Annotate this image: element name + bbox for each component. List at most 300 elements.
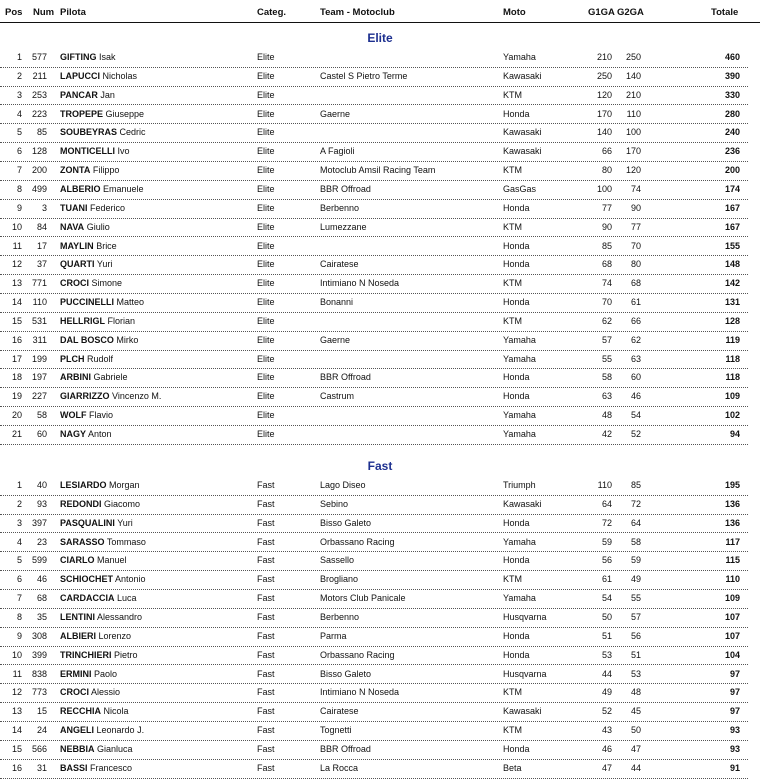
team-cell: Motoclub Amsil Racing Team [320, 165, 436, 176]
num-cell: 253 [31, 89, 47, 100]
moto-cell: Honda [503, 259, 530, 270]
totale-cell: 93 [729, 743, 740, 754]
rider-name-cell [60, 335, 138, 345]
g1ga-cell: 120 [596, 89, 612, 100]
rider-first-name: Mirko [116, 334, 139, 345]
rider-name-cell [60, 574, 146, 584]
totale-cell: 142 [724, 278, 740, 289]
moto-cell: Honda [503, 297, 530, 308]
rider-last-name: REDONDI [60, 498, 102, 509]
rider-first-name: Manuel [97, 555, 127, 566]
g2ga-cell: 46 [630, 391, 641, 402]
team-cell: Tognetti [320, 725, 352, 736]
rider-first-name: Anton [88, 429, 112, 439]
rider-name-cell [60, 297, 144, 307]
category-cell: Elite [257, 278, 275, 289]
rider-first-name: Isak [99, 52, 116, 62]
rider-last-name: MONTICELLI [60, 146, 115, 157]
totale-cell: 236 [724, 146, 740, 157]
g2ga-cell: 66 [630, 315, 641, 326]
num-cell: 227 [31, 391, 47, 402]
g2ga-cell: 47 [630, 743, 641, 754]
rider-name-cell [60, 612, 142, 622]
rider-name-cell [60, 687, 120, 697]
g2ga-cell: 140 [625, 70, 641, 81]
moto-cell: Beta [503, 762, 522, 773]
g1ga-cell: 48 [601, 410, 612, 421]
team-cell: Motors Club Panicale [320, 593, 406, 604]
moto-cell: Honda [503, 372, 530, 383]
pos-cell: 12 [11, 687, 22, 698]
rider-name-cell [60, 372, 128, 382]
category-cell: Elite [257, 391, 275, 402]
totale-cell: 115 [725, 555, 740, 566]
category-cell: Elite [257, 259, 275, 270]
team-cell: Berbenno [320, 611, 360, 622]
num-cell: 599 [31, 555, 47, 566]
g1ga-cell: 210 [596, 52, 612, 62]
num-cell: 60 [36, 429, 47, 439]
table-row [0, 48, 748, 68]
g1ga-cell: 47 [601, 762, 612, 773]
team-cell: Brogliano [320, 574, 359, 585]
pos-cell: 3 [16, 517, 22, 528]
rider-last-name: MAYLIN [60, 240, 94, 251]
table-row [0, 533, 748, 553]
rider-name-cell [60, 71, 137, 81]
rider-last-name: DAL BOSCO [60, 334, 114, 345]
table-row [0, 142, 748, 162]
category-cell: Fast [257, 687, 275, 698]
rider-last-name: GIFTING [60, 52, 97, 62]
rider-first-name: Cedric [119, 127, 146, 138]
team-cell: Sassello [320, 555, 355, 566]
rider-first-name: Ivo [117, 146, 130, 157]
g2ga-cell: 55 [630, 593, 641, 604]
rider-first-name: Jan [100, 89, 115, 100]
pos-cell: 1 [16, 480, 22, 490]
g2ga-cell: 58 [630, 536, 641, 547]
header-moto: Moto [503, 7, 526, 18]
header-team: Team - Motoclub [320, 7, 395, 18]
g2ga-cell: 100 [625, 127, 641, 138]
header-categ: Categ. [257, 7, 287, 18]
rider-name-cell [60, 165, 119, 175]
team-cell: La Rocca [320, 762, 359, 773]
totale-cell: 91 [729, 762, 740, 773]
category-cell: Elite [257, 297, 275, 308]
num-cell: 199 [31, 353, 47, 364]
g2ga-cell: 74 [630, 183, 641, 194]
totale-cell: 94 [729, 429, 740, 439]
rider-last-name: PASQUALINI [60, 517, 115, 528]
team-cell: Lago Diseo [320, 480, 366, 490]
totale-cell: 117 [725, 536, 740, 547]
g2ga-cell: 85 [630, 480, 641, 490]
totale-cell: 97 [729, 687, 740, 698]
table-row [0, 608, 748, 628]
rider-name-cell [60, 127, 146, 137]
category-cell: Elite [257, 202, 275, 213]
rider-first-name: Paolo [94, 668, 118, 679]
rider-first-name: Brice [96, 240, 117, 251]
rider-first-name: Rudolf [87, 353, 114, 364]
rider-first-name: Francesco [90, 762, 133, 773]
rider-last-name: NAVA [60, 221, 85, 232]
moto-cell: Honda [503, 743, 530, 754]
team-cell: BBR Offroad [320, 743, 371, 754]
totale-cell: 240 [724, 127, 740, 138]
num-cell: 68 [36, 593, 47, 604]
rider-name-cell [60, 763, 132, 773]
moto-cell: Honda [503, 630, 530, 641]
g2ga-cell: 110 [626, 108, 641, 119]
pos-cell: 16 [11, 334, 22, 345]
g1ga-cell: 80 [601, 165, 612, 176]
g1ga-cell: 100 [596, 183, 612, 194]
rider-name-cell [60, 429, 112, 439]
rider-first-name: Emanuele [103, 183, 144, 194]
table-row [0, 237, 748, 257]
team-cell: Intimiano N Noseda [320, 278, 400, 289]
team-cell: Gaerne [320, 334, 351, 345]
g2ga-cell: 77 [630, 221, 641, 232]
rider-last-name: ERMINI [60, 668, 92, 679]
moto-cell: Yamaha [503, 353, 536, 364]
g1ga-cell: 50 [601, 611, 612, 622]
moto-cell: Kawasaki [503, 498, 542, 509]
rider-last-name: CROCI [60, 687, 89, 698]
moto-cell: Kawasaki [503, 70, 542, 81]
pos-cell: 17 [11, 353, 22, 364]
pos-cell: 14 [11, 297, 22, 308]
num-cell: 93 [36, 498, 47, 509]
rider-last-name: HELLRIGL [60, 315, 105, 326]
category-cell: Fast [257, 668, 275, 679]
g1ga-cell: 250 [596, 70, 612, 81]
rider-name-cell [60, 278, 122, 288]
pos-cell: 4 [16, 108, 22, 119]
g2ga-cell: 60 [630, 372, 641, 383]
team-cell: Sebino [320, 498, 349, 509]
section-title-fast: Fast [367, 459, 393, 473]
totale-cell: 167 [724, 202, 740, 213]
rider-first-name: Alessandro [97, 611, 143, 622]
table-row [0, 180, 748, 200]
moto-cell: Yamaha [503, 334, 536, 345]
category-cell: Elite [257, 372, 275, 383]
g1ga-cell: 46 [601, 743, 612, 754]
moto-cell: Triumph [503, 480, 536, 490]
header-num: Num [33, 7, 55, 18]
rider-last-name: GIARRIZZO [60, 391, 110, 402]
category-cell: Fast [257, 480, 275, 490]
rider-first-name: Tommaso [106, 536, 146, 547]
table-row [0, 702, 748, 722]
moto-cell: KTM [503, 725, 522, 736]
g2ga-cell: 70 [630, 240, 641, 251]
pos-cell: 9 [16, 630, 22, 641]
totale-cell: 200 [724, 165, 740, 176]
moto-cell: Yamaha [503, 536, 536, 547]
g2ga-cell: 72 [630, 498, 641, 509]
totale-cell: 131 [724, 297, 740, 308]
g2ga-cell: 54 [630, 410, 641, 421]
g1ga-cell: 58 [601, 372, 612, 383]
pos-cell: 3 [16, 89, 22, 100]
g1ga-cell: 43 [601, 725, 612, 736]
g1ga-cell: 66 [601, 146, 612, 157]
team-cell: Gaerne [320, 108, 351, 119]
team-cell: Cairatese [320, 706, 359, 717]
g1ga-cell: 54 [601, 593, 612, 604]
moto-cell: Honda [503, 517, 530, 528]
g2ga-cell: 61 [630, 297, 641, 308]
moto-cell: GasGas [503, 183, 537, 194]
num-cell: 84 [36, 221, 47, 232]
rider-name-cell [60, 222, 110, 232]
rider-last-name: TROPEPE [60, 108, 104, 119]
rider-last-name: BASSI [60, 762, 88, 773]
rider-name-cell [60, 146, 130, 156]
rider-first-name: Nicholas [102, 70, 138, 81]
table-row [0, 476, 748, 496]
header-pilota: Pilota [60, 7, 86, 18]
moto-cell: KTM [503, 687, 522, 698]
moto-cell: Honda [503, 391, 530, 402]
num-cell: 24 [36, 725, 47, 736]
pos-cell: 8 [16, 611, 22, 622]
g1ga-cell: 53 [601, 649, 612, 660]
category-cell: Fast [257, 611, 275, 622]
totale-cell: 109 [724, 391, 740, 402]
category-cell: Fast [257, 536, 275, 547]
rider-last-name: SARASSO [60, 536, 105, 547]
table-row [0, 425, 748, 445]
rider-name-cell [60, 537, 146, 547]
header-totale: Totale [711, 7, 739, 18]
g1ga-cell: 77 [601, 202, 612, 213]
section-title-elite: Elite [367, 31, 393, 45]
rider-last-name: TRINCHIERI [60, 649, 112, 660]
moto-cell: Husqvarna [503, 611, 547, 622]
category-cell: Fast [257, 743, 275, 754]
category-cell: Fast [257, 498, 275, 509]
num-cell: 577 [31, 52, 47, 62]
pos-cell: 8 [16, 183, 22, 194]
team-cell: Bonanni [320, 297, 354, 308]
team-cell: BBR Offroad [320, 183, 371, 194]
num-cell: 200 [31, 165, 47, 176]
totale-cell: 167 [724, 221, 740, 232]
num-cell: 35 [36, 611, 47, 622]
pos-cell: 5 [16, 555, 22, 566]
pos-cell: 4 [16, 536, 22, 547]
moto-cell: Honda [503, 240, 530, 251]
g1ga-cell: 51 [601, 630, 612, 641]
category-cell: Elite [257, 165, 275, 176]
g2ga-cell: 120 [625, 165, 641, 176]
rider-last-name: PUCCINELLI [60, 297, 114, 308]
team-cell: Cairatese [320, 259, 359, 270]
rider-first-name: Yuri [96, 259, 113, 270]
rider-first-name: Morgan [109, 480, 140, 490]
rider-last-name: WOLF [60, 410, 87, 421]
category-cell: Elite [257, 52, 275, 62]
pos-cell: 5 [16, 127, 22, 138]
team-cell: Orbassano Racing [320, 649, 395, 660]
rider-last-name: SCHIOCHET [60, 574, 114, 585]
category-cell: Elite [257, 146, 275, 157]
moto-cell: Honda [503, 108, 530, 119]
totale-cell: 97 [729, 706, 740, 717]
rider-last-name: LESIARDO [60, 480, 107, 490]
totale-cell: 107 [724, 611, 740, 622]
moto-cell: Yamaha [503, 593, 536, 604]
g1ga-cell: 62 [601, 315, 612, 326]
rider-name-cell [60, 316, 135, 326]
rider-first-name: Giulio [86, 221, 110, 232]
moto-cell: Kawasaki [503, 706, 542, 717]
rider-last-name: NEBBIA [60, 743, 95, 754]
rider-name-cell [60, 259, 112, 269]
category-cell: Elite [257, 89, 275, 100]
num-cell: 397 [31, 517, 47, 528]
pos-cell: 21 [11, 429, 22, 439]
category-cell: Elite [257, 127, 275, 138]
rider-last-name: LAPUCCI [60, 70, 100, 81]
team-cell: Intimiano N Noseda [320, 687, 400, 698]
rider-first-name: Flavio [89, 410, 114, 421]
g2ga-cell: 48 [630, 687, 641, 698]
moto-cell: Honda [503, 649, 530, 660]
table-row [0, 368, 748, 388]
num-cell: 110 [32, 297, 47, 308]
totale-cell: 148 [724, 259, 740, 270]
g1ga-cell: 170 [596, 108, 612, 119]
pos-cell: 2 [16, 498, 22, 509]
g2ga-cell: 170 [625, 146, 641, 157]
g2ga-cell: 57 [630, 611, 641, 622]
g1ga-cell: 70 [601, 297, 612, 308]
g1ga-cell: 52 [601, 706, 612, 717]
rider-name-cell [60, 631, 131, 641]
category-cell: Fast [257, 517, 275, 528]
rider-first-name: Giacomo [104, 498, 141, 509]
category-cell: Fast [257, 725, 275, 736]
num-cell: 15 [36, 706, 47, 717]
table-row [0, 551, 748, 571]
table-row [0, 293, 748, 313]
category-cell: Elite [257, 108, 275, 119]
pos-cell: 6 [16, 574, 22, 585]
rider-first-name: Matteo [116, 297, 145, 308]
rider-first-name: Lorenzo [98, 630, 132, 641]
rider-last-name: CARDACCIA [60, 593, 115, 604]
num-cell: 566 [31, 743, 47, 754]
g1ga-cell: 140 [596, 127, 612, 138]
category-cell: Fast [257, 555, 275, 566]
totale-cell: 109 [724, 593, 740, 604]
table-row [0, 406, 748, 426]
rider-first-name: Gianluca [97, 743, 133, 754]
category-cell: Elite [257, 353, 275, 364]
moto-cell: Yamaha [503, 52, 536, 62]
num-cell: 773 [31, 687, 47, 698]
table-row [0, 350, 748, 370]
category-cell: Elite [257, 410, 275, 421]
g1ga-cell: 59 [601, 536, 612, 547]
category-cell: Elite [257, 240, 275, 251]
moto-cell: Kawasaki [503, 127, 542, 138]
totale-cell: 119 [725, 334, 740, 345]
table-row [0, 312, 748, 332]
g2ga-cell: 59 [630, 555, 641, 566]
g2ga-cell: 45 [630, 706, 641, 717]
team-cell: BBR Offroad [320, 372, 371, 383]
table-header [0, 0, 760, 23]
pos-cell: 2 [16, 70, 22, 81]
pos-cell: 11 [12, 668, 22, 679]
g2ga-cell: 68 [630, 278, 641, 289]
totale-cell: 195 [724, 480, 740, 490]
header-g2ga: G2GA [617, 7, 644, 18]
totale-cell: 118 [725, 372, 740, 383]
rider-last-name: ANGELI [60, 725, 95, 736]
g1ga-cell: 68 [601, 259, 612, 270]
table-row [0, 105, 748, 125]
num-cell: 197 [31, 372, 47, 383]
num-cell: 399 [31, 649, 47, 660]
category-cell: Elite [257, 315, 275, 326]
rider-first-name: Pietro [114, 649, 138, 660]
rider-first-name: Yuri [117, 517, 133, 528]
rider-name-cell [60, 555, 127, 565]
totale-cell: 460 [724, 52, 740, 62]
moto-cell: Honda [503, 555, 530, 566]
g1ga-cell: 64 [601, 498, 612, 509]
num-cell: 85 [36, 127, 47, 138]
pos-cell: 18 [11, 372, 22, 383]
rider-first-name: Vincenzo M. [112, 391, 162, 402]
moto-cell: Yamaha [503, 410, 536, 421]
rider-name-cell [60, 241, 117, 251]
totale-cell: 330 [724, 89, 740, 100]
rider-first-name: Antonio [115, 574, 146, 585]
category-cell: Fast [257, 574, 275, 585]
table-row [0, 627, 748, 647]
g1ga-cell: 90 [601, 221, 612, 232]
pos-cell: 6 [16, 146, 22, 157]
rider-name-cell [60, 391, 161, 401]
team-cell: Bisso Galeto [320, 668, 372, 679]
pos-cell: 16 [11, 762, 22, 773]
totale-cell: 104 [724, 649, 740, 660]
num-cell: 308 [31, 630, 47, 641]
pos-cell: 15 [11, 743, 22, 754]
rider-name-cell [60, 669, 117, 679]
pos-cell: 12 [11, 259, 22, 270]
moto-cell: Yamaha [503, 429, 536, 439]
num-cell: 58 [36, 410, 47, 421]
num-cell: 23 [36, 536, 47, 547]
g1ga-cell: 56 [601, 555, 612, 566]
category-cell: Elite [257, 334, 275, 345]
team-cell: Berbenno [320, 202, 360, 213]
moto-cell: Kawasaki [503, 146, 542, 157]
header-pos: Pos [5, 7, 23, 18]
moto-cell: KTM [503, 221, 522, 232]
